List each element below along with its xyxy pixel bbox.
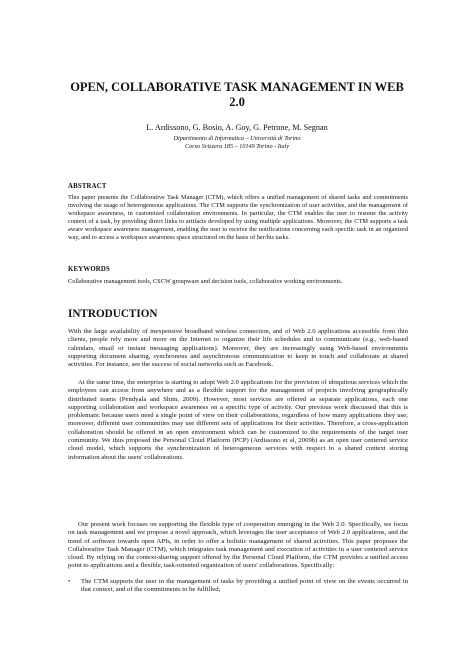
intro-paragraph-2: At the same time, the enterprise is starting to adopt Web 2.0 applications for the provision of ubiquitous services which the employees can access from anywhere and as a flexible support for the management of projects involving geographically distributed teams (Pendyala and Shim, 2009). However, most services are offered as separate applications, each one supporting collaboration and workspace awareness on a specific type of activity. Our previous work discussed that this is problematic because users need a single point of view on their collaborations, regardless of how many applications they use; moreover, different user communities may use different sets of applications for their activities. Therefore, a cross-application collaboration should be offered in an open environment which can be customized to the requirements of the target user community. We thus proposed the Personal Cloud Platform (PCP) (Ardissono et al, 2009b) as an open user centered service cloud model, which supports the synchronization of heterogeneous services with respect to a shared context storing information about the users' collaborations. xyxy=(68,379,408,461)
paper-title xyxy=(40,80,434,110)
keywords-text: Collaborative management tools, CSCW groupware and decision tools, collaborative working environments. xyxy=(68,278,343,285)
intro-paragraph-3: Our present work focuses on supporting the flexible type of cooperation emerging in the Web 2.0. Specifically, we focus on task management and we propose a novel approach, which leverages the user acceptance of Web 2.0 applications, and the trend of software towards open APIs, in order to offer a holistic management of shared activities. This paper proposes the Collaborative Task Manager (CTM), which integrates task management and execution of activities in a user centered service cloud. By relying on the context-sharing support offered by the Personal Cloud Platform, the CTM provides a unified access point to applications and a flexible, task-oriented organization of users' collaborations. Specifically: xyxy=(68,521,408,570)
intro-paragraph-1: With the large availability of inexpensive broadband wireless connection, and of Web 2.0 applications accessible from thin clients, people rely more and more on the Internet to organize their life schedules and to communicate (e.g., web-based calendars, email or instant messaging applications). Moreover, they are increasingly using Web-based environments supporting document sharing, synchronous and asynchronous communication to keep in touch and collaborate at shared activities. For instance, see the success of social networks such as Facebook. xyxy=(68,328,408,369)
affiliation-department: Dipartimento di Informatica – Università di Torino xyxy=(173,135,301,142)
abstract-heading: ABSTRACT xyxy=(68,183,107,190)
title-line-1: OPEN, COLLABORATIVE TASK MANAGEMENT IN WEB xyxy=(70,80,404,94)
bullet-icon: • xyxy=(68,578,71,585)
title-line-2: 2.0 xyxy=(229,95,245,109)
keywords-heading: KEYWORDS xyxy=(68,266,111,273)
bullet-item-text: The CTM supports the user in the management of tasks by providing a unified point of view on the events occurred in that context, and of the commitments to be fulfilled; xyxy=(81,578,408,594)
introduction-heading: INTRODUCTION xyxy=(68,308,158,320)
author-list: L. Ardissono, G. Bosio, A. Goy, G. Petrone, M. Segnan xyxy=(146,123,328,132)
affiliation-address: Corso Svizzera 185 – 10149 Torino - Italy xyxy=(184,143,290,150)
abstract-text: This paper presents the Collaborative Task Manager (CTM), which offers a unified management of shared tasks and commitments involving the usage of heterogeneous applications. The CTM supports the synchronization of user activities, and the management of workspace awareness, in customized collaboration environments. In particular, the CTM enables the user to resume the activity context of a task, by providing direct links to artifacts developed by using multiple applications. Moreover, the CTM supports a task aware workspace awareness management, enabling the user to receive the notifications concerning each specific task in an organized way, and to access a workspace awareness space structured on the basis of her/his tasks. xyxy=(68,194,408,241)
